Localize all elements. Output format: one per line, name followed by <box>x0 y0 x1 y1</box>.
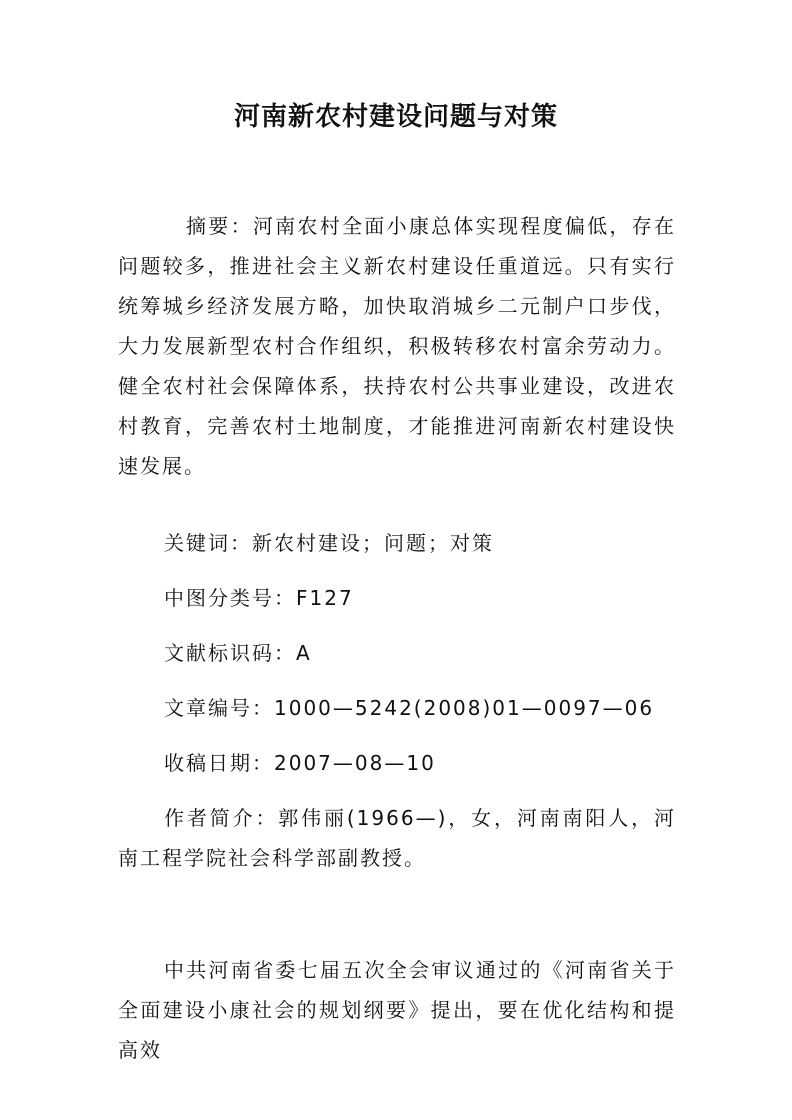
received-date-line: 收稿日期：2007—08—10 <box>164 751 436 775</box>
body-paragraph: 中共河南省委七届五次全会审议通过的《河南省关于全面建设小康社会的规划纲要》提出，要在优化结构和提高效 <box>118 958 676 1062</box>
abstract-paragraph: 摘要：河南农村全面小康总体实现程度偏低，存在问题较多，推进社会主义新农村建设任重道远。只有实行统筹城乡经济发展方略，加快取消城乡二元制户口步伐，大力发展新型农村合作组织，积极转移农村富余劳动力。健全农村社会保障体系，扶持农村公共事业建设，改进农村教育，完善农村土地制度，才能推进河南新农村建设快速发展。 <box>118 214 676 478</box>
keywords-line: 关键词：新农村建设；问题；对策 <box>164 531 494 555</box>
document-title: 河南新农村建设问题与对策 <box>233 102 558 132</box>
document-code-line: 文献标识码：A <box>164 641 312 665</box>
clc-number-line: 中图分类号：F127 <box>164 586 354 610</box>
article-number-line: 文章编号：1000—5242(2008)01—0097—06 <box>164 696 655 720</box>
author-bio-paragraph: 作者简介：郭伟丽(1966—)，女，河南南阳人，河南工程学院社会科学部副教授。 <box>118 806 676 870</box>
